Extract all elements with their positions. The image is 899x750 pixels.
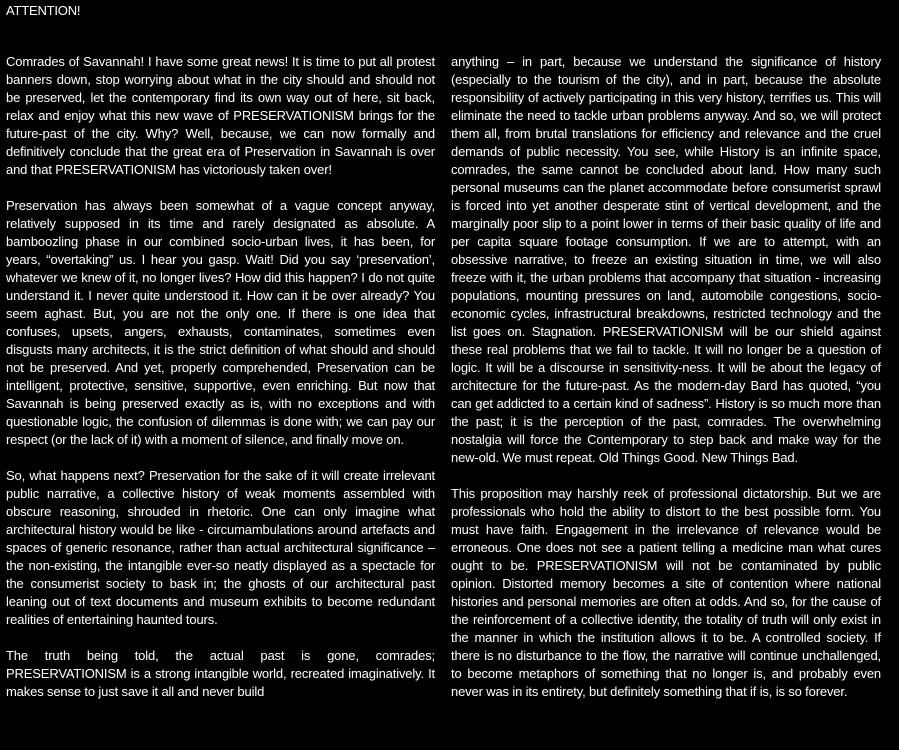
paragraph-anything: anything – in part, because we understand the significance of history (especially to the tourism of the city), and in part, because the absolute responsibility of actively participating in this very history, terrifies us. This will eliminate the need to tackle urban problems anyway. And so, we will protect them all, from brutal translations for efficiency and relevance and the cruel demands of public necessity. You see, while History is an infinite space, comrades, the same cannot be concluded about land. How many such personal museums can the planet accommodate before consumerist sprawl is forced into yet another desperate stint of vertical development, and the marginally poor slip to a point lower in terms of their basic quality of life and per capita square footage consumption. If we are to attempt, with an obsessive narrative, to freeze an existing situation in time, we will also freeze with it, the urban problems that accompany that situation - increasing populations, mounting pressures on land, automobile congestions, socio-economic cycles, infrastructural breakdowns, restricted technology and the list goes on. Stagnation. PRESERVATIONISM will be our shield against these real problems that we fail to tackle. It will no longer be a question of logic. It will be a discourse in sensitivity-ness. It will be about the legacy of architecture for the future-past. As the modern-day Bard has quoted, “you can get addicted to a certain kind of sadness”. History is so much more than the past; it is the perception of the past, comrades. The overwhelming nostalgia will force the Contemporary to step back and make way for the new-old. We must repeat. Old Things Good. New Things Bad. xyxy=(451,54,881,465)
paragraph-truth: The truth being told, the actual past is gone, comrades; PRESERVATIONISM is a strong intangible world, recreated imaginatively. It makes sense to just save it all and never build xyxy=(6,648,435,699)
paragraph-proposition: This proposition may harshly reek of professional dictatorship. But we are professionals who hold the ability to distort to the best possible form. You must have faith. Engagement in the irrelevance of relevance would be erroneous. One does not see a patient telling a medicine man what cures ought to be. PRESERVATIONISM will not be contaminated by public opinion. Distorted memory becomes a site of contention where national histories and personal memories are often at odds. And so, for the cause of the reinforcement of a collective identity, the totality of truth will only exist in the manner in which the institution allows it to be. A controlled society. If there is no disturbance to the flow, the narrative will continue unchallenged, to become metaphors of something that no longer is, and probably even never was in its entirety, but definitely something that if is, is so forever. xyxy=(451,486,881,699)
paragraph-intro: Comrades of Savannah! I have some great news! It is time to put all protest banners down, stop worrying about what in the city should and should not be preserved, let the contemporary find its own way out of here, sit back, relax and enjoy what this new wave of PRESERVATIONISM brings for the future-past of the city. Why? Well, because, we can now formally and definitively conclude that the great era of Preservation in Savannah is over and that PRESERVATIONISM has victoriously taken over! xyxy=(6,54,435,177)
document-heading: ATTENTION! xyxy=(6,3,81,18)
left-column xyxy=(6,53,435,719)
right-column xyxy=(451,53,881,719)
paragraph-preservation: Preservation has always been somewhat of a vague concept anyway, relatively supposed in its time and rarely designated as absolute. A bamboozling phase in our combined socio-urban lives, it has been, for years, “overtaking” us. I hear you gasp. Wait! Did you say ‘preservation’, whatever we knew of it, no longer lives? How did this happen? I do not quite understand it. I never quite understood it. How can it be over already? You seem aghast. But, you are not the only one. If there is one idea that confuses, upsets, angers, exhausts, contaminates, sometimes even disgusts many architects, it is the strict definition of what should and should not be preserved. And yet, properly comprehended, Preservation can be intelligent, protective, sensitive, supportive, even enriching. But now that Savannah is being preserved exactly as is, with no exceptions and with questionable logic, the confusion of dilemmas is done with; we can pay our respect (or the lack of it) with a moment of silence, and finally move on. xyxy=(6,198,435,447)
paragraph-what-next: So, what happens next? Preservation for the sake of it will create irrelevant public narrative, a collective history of weak moments assembled with obscure reasoning, shrouded in rhetoric. One can only imagine what architectural history would be like - circumambulations around artefacts and spaces of generic resonance, rather than actual architectural significance – the non-existing, the intangible ever-so neatly displayed as a spectacle for the consumerist society to bask in; the ghosts of our architectural past leaning out of text documents and museum exhibits to become redundant realities of entertaining haunted tours. xyxy=(6,468,435,627)
